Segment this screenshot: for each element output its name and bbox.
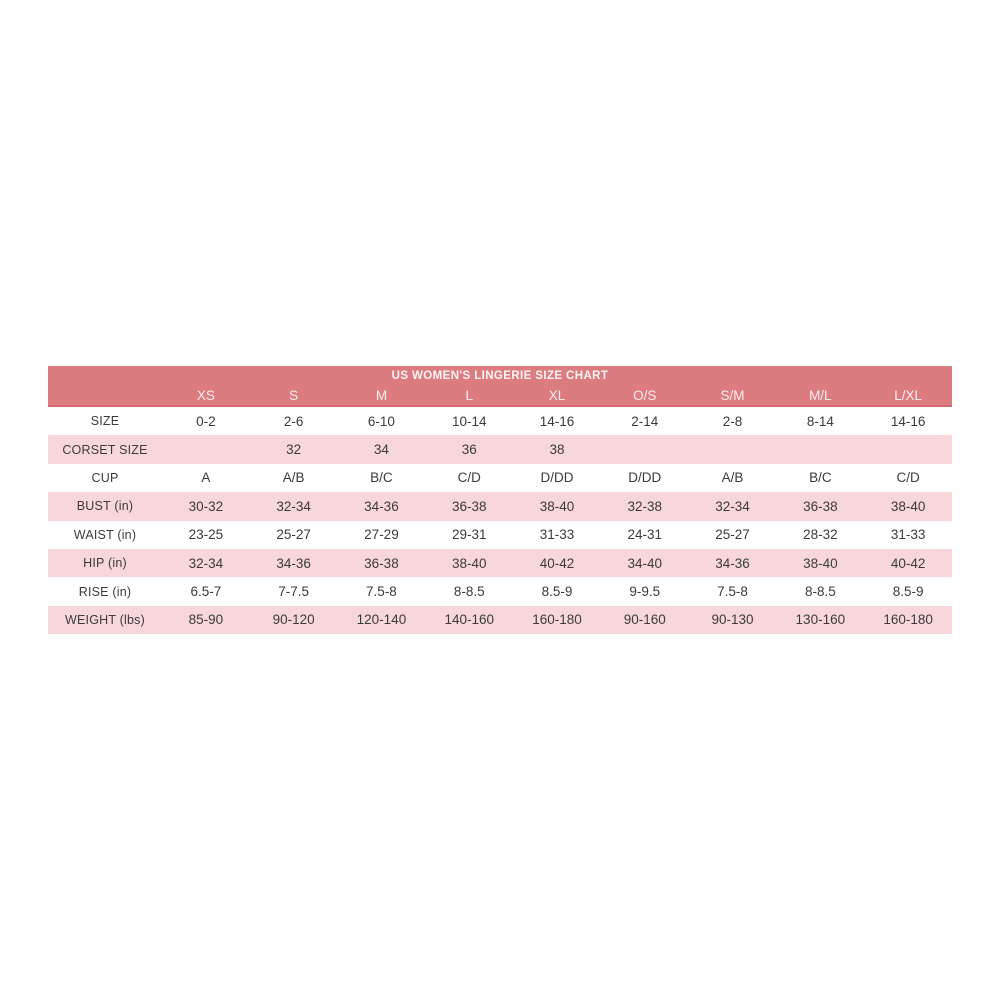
cell-hip-in-o-s: 34-40 — [627, 555, 663, 571]
size-chart-table — [48, 366, 952, 634]
cell-waist-in-xl: 31-33 — [539, 527, 575, 543]
cell-rise-in-o-s: 9-9.5 — [629, 584, 661, 600]
cell-waist-in-xs: 23-25 — [188, 527, 224, 543]
cell-corset-size-l: 36 — [461, 442, 477, 458]
cell-bust-in-s: 32-34 — [276, 498, 311, 514]
table-row-rise-in — [48, 577, 952, 605]
column-header-m-l: M/L — [809, 387, 832, 403]
row-label-weight-lbs: WEIGHT (lbs) — [65, 612, 145, 627]
table-header-block — [48, 366, 952, 407]
cell-cup-s: A/B — [282, 470, 305, 486]
cell-weight-lbs-o-s: 90-160 — [623, 612, 666, 628]
table-row-hip-in — [48, 549, 952, 577]
cell-hip-in-l: 38-40 — [451, 555, 487, 571]
cell-weight-lbs-m-l: 130-160 — [795, 612, 846, 628]
cell-rise-in-s-m: 7.5-8 — [717, 584, 748, 600]
cell-cup-m: B/C — [370, 470, 393, 486]
cell-rise-in-l: 8-8.5 — [453, 584, 485, 600]
cell-hip-in-l-xl: 40-42 — [890, 555, 926, 571]
cell-rise-in-m: 7.5-8 — [366, 584, 397, 600]
cell-waist-in-s-m: 25-27 — [715, 527, 750, 543]
cell-hip-in-s: 34-36 — [276, 555, 311, 571]
cell-waist-in-m-l: 28-32 — [803, 527, 838, 543]
table-row-weight-lbs — [48, 606, 952, 634]
table-row-waist-in — [48, 521, 952, 549]
cell-cup-xs: A — [201, 470, 211, 486]
cell-waist-in-l: 29-31 — [451, 527, 487, 543]
header-corner-cell — [48, 385, 162, 405]
table-row-bust-in — [48, 492, 952, 520]
cell-waist-in-l-xl: 31-33 — [890, 527, 926, 543]
cell-size-xs: 0-2 — [196, 413, 216, 429]
cell-corset-size-s-m — [689, 435, 777, 463]
cell-weight-lbs-s: 90-120 — [272, 612, 315, 628]
row-label-size: SIZE — [90, 414, 120, 429]
column-header-xs: XS — [196, 387, 215, 403]
cell-size-o-s: 2-14 — [631, 413, 659, 429]
cell-rise-in-l-xl: 8.5-9 — [892, 584, 924, 600]
cell-weight-lbs-l: 140-160 — [444, 612, 494, 628]
cell-hip-in-xs: 32-34 — [188, 555, 224, 571]
table-row-corset-size — [48, 435, 952, 463]
column-header-xl: XL — [548, 387, 566, 403]
table-row-cup — [48, 464, 952, 492]
cell-hip-in-m-l: 38-40 — [803, 555, 838, 571]
cell-weight-lbs-m: 120-140 — [356, 612, 407, 628]
cell-rise-in-xs: 6.5-7 — [190, 584, 222, 600]
cell-corset-size-s: 32 — [286, 442, 302, 458]
cell-bust-in-m-l: 36-38 — [803, 498, 838, 514]
cell-corset-size-l-xl — [864, 435, 952, 463]
column-header-s-m: S/M — [720, 387, 745, 403]
cell-corset-size-m: 34 — [373, 442, 389, 458]
cell-weight-lbs-l-xl: 160-180 — [883, 612, 933, 628]
table-header-row — [48, 385, 952, 405]
cell-weight-lbs-xs: 85-90 — [188, 612, 224, 628]
cell-bust-in-o-s: 32-38 — [627, 498, 663, 514]
cell-waist-in-m: 27-29 — [364, 527, 399, 543]
cell-hip-in-m: 36-38 — [364, 555, 399, 571]
cell-size-s: 2-6 — [283, 413, 304, 429]
cell-cup-o-s: D/DD — [628, 470, 662, 486]
cell-waist-in-s: 25-27 — [276, 527, 311, 543]
cell-weight-lbs-xl: 160-180 — [532, 612, 582, 628]
table-body — [48, 407, 952, 634]
cell-rise-in-m-l: 8-8.5 — [804, 584, 836, 600]
cell-hip-in-s-m: 34-36 — [715, 555, 750, 571]
cell-corset-size-xs — [162, 435, 250, 463]
column-header-s: S — [289, 387, 299, 403]
cell-rise-in-s: 7-7.5 — [278, 584, 310, 600]
table-row-size — [48, 407, 952, 435]
cell-corset-size-m-l — [776, 435, 864, 463]
cell-size-l: 10-14 — [451, 413, 487, 429]
cell-bust-in-xs: 30-32 — [188, 498, 224, 514]
cell-cup-l: C/D — [457, 470, 481, 486]
cell-size-m-l: 8-14 — [806, 413, 834, 429]
cell-size-m: 6-10 — [367, 413, 395, 429]
cell-hip-in-xl: 40-42 — [539, 555, 575, 571]
cell-size-xl: 14-16 — [539, 413, 575, 429]
cell-cup-l-xl: C/D — [896, 470, 920, 486]
row-label-corset-size: CORSET SIZE — [62, 442, 148, 457]
cell-corset-size-o-s — [601, 435, 689, 463]
cell-cup-m-l: B/C — [809, 470, 832, 486]
column-header-l: L — [465, 387, 473, 403]
chart-title: US WOMEN'S LINGERIE SIZE CHART — [391, 370, 609, 382]
row-label-rise-in: RISE (in) — [78, 584, 132, 599]
row-label-bust-in: BUST (in) — [76, 499, 134, 514]
cell-rise-in-xl: 8.5-9 — [541, 584, 573, 600]
cell-cup-s-m: A/B — [721, 470, 744, 486]
cell-corset-size-xl: 38 — [549, 442, 565, 458]
cell-size-s-m: 2-8 — [722, 413, 743, 429]
column-header-l-xl: L/XL — [894, 387, 922, 403]
cell-bust-in-xl: 38-40 — [539, 498, 575, 514]
cell-size-l-xl: 14-16 — [890, 413, 926, 429]
cell-bust-in-l-xl: 38-40 — [890, 498, 926, 514]
row-label-hip-in: HIP (in) — [83, 556, 127, 571]
cell-bust-in-l: 36-38 — [451, 498, 487, 514]
cell-cup-xl: D/DD — [540, 470, 574, 486]
row-label-waist-in: WAIST (in) — [73, 527, 137, 542]
column-header-m: M — [375, 387, 388, 403]
column-header-o-s: O/S — [633, 387, 657, 403]
cell-weight-lbs-s-m: 90-130 — [711, 612, 754, 628]
row-label-cup: CUP — [91, 470, 119, 485]
cell-bust-in-m: 34-36 — [364, 498, 399, 514]
cell-waist-in-o-s: 24-31 — [627, 527, 663, 543]
cell-bust-in-s-m: 32-34 — [715, 498, 750, 514]
